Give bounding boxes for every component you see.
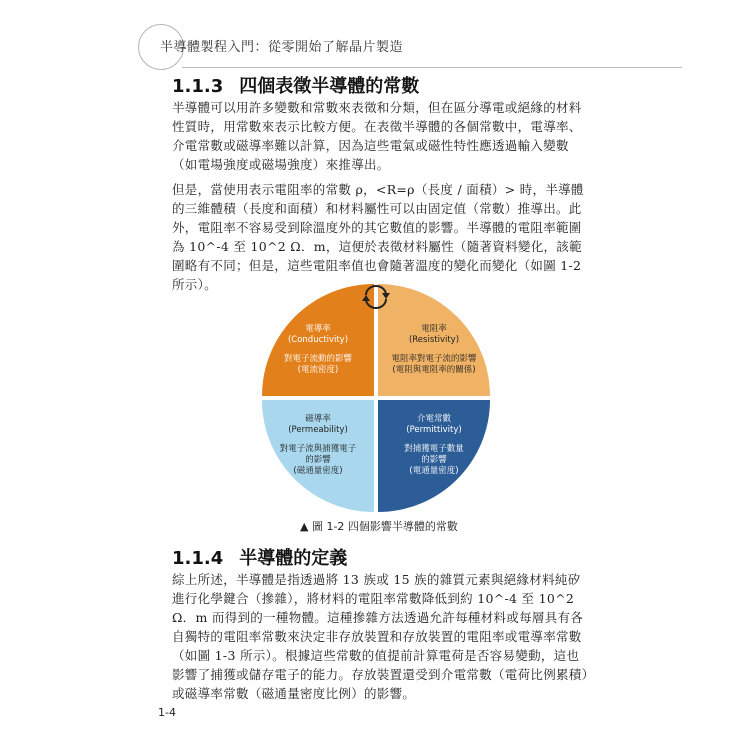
permeability-desc-2: 的影響 — [305, 455, 331, 465]
resistivity-desc: 電阻率對電子流的影響 — [391, 354, 477, 364]
conductivity-desc-note: (電流密度) — [297, 365, 339, 375]
section-heading-1-1-4 — [172, 544, 347, 570]
quadrant-resistivity — [378, 284, 490, 396]
permeability-desc: 對電子流與捕獲電子 — [279, 444, 357, 454]
conductivity-desc: 對電子流動的影響 — [283, 354, 352, 364]
four-constants-diagram — [262, 284, 490, 512]
resistivity-title: 電阻率 — [421, 324, 447, 334]
permittivity-desc: 對捕獲電子數量 — [404, 444, 464, 454]
permittivity-desc-note: (電通量密度) — [409, 466, 459, 476]
conductivity-subtitle: (Conductivity) — [287, 335, 349, 345]
quadrant-conductivity — [262, 284, 374, 396]
section-number: 1.1.4 — [172, 548, 224, 569]
figure-caption: ▲ 圖 1-2 四個影響半導體的常數 — [300, 520, 458, 533]
permeability-desc-note: (磁通量密度) — [293, 466, 343, 476]
paragraph-2: 但是，當使用表示電阻率的常數 ρ，<R=ρ（長度 / 面積）> 時，半導體的三維體積（長度和面積）和材料屬性可以由固定值（常數）推導出。此外，電阻率不容易受到除溫度外的其它數值的影響。半導體的電阻率範圍為 10^-4 至 10^2 Ω．m，這便於表徵材料屬性（隨著資料變化，該範圍略有不同；但是，這些電阻率值也會隨著溫度的變化而變化（如圖 1-2 所示）。 — [172, 182, 584, 292]
running-header-title: 半導體製程入門：從零開始了解晶片製造 — [160, 40, 404, 55]
permittivity-subtitle: (Permittivity) — [406, 425, 462, 435]
permeability-subtitle: (Permeability) — [288, 425, 348, 435]
quadrant-permittivity — [378, 400, 490, 512]
permeability-title: 磁導率 — [305, 414, 331, 424]
resistivity-subtitle: (Resistivity) — [408, 335, 460, 345]
cycle-arrows-icon — [360, 284, 392, 310]
permittivity-desc-2: 的影響 — [421, 455, 447, 465]
paragraph-3: 綜上所述，半導體是指透過將 13 族或 15 族的雜質元素與絕緣材料純矽進行化學鍵合（摻雜），將材料的電阻率常數降低到約 10^-4 至 10^2 Ω．m 而得到的一種物體。這種摻雜方法透過允許每種材料或每層具有各自獨特的電阻率常數來決定非存放裝置和存放裝置的電阻率或電導率常數（如圖 1-3 所示）。根據這些常數的值提前計算電荷是否容易變動，這也影響了捕獲或儲存電子的能力。存放裝置還受到介電常數（電荷比例累積）或磁導率常數（磁通量密度比例）的影響。 — [172, 572, 589, 701]
header-rule — [182, 67, 682, 68]
section-title: 四個表徵半導體的常數 — [239, 76, 420, 97]
permittivity-title: 介電常數 — [416, 414, 451, 424]
section-number: 1.1.3 — [172, 76, 224, 97]
conductivity-title: 電導率 — [305, 324, 331, 334]
quadrant-permeability — [262, 400, 374, 512]
resistivity-desc-note: (電阻與電阻率的關係) — [392, 365, 476, 375]
section-title: 半導體的定義 — [239, 548, 348, 569]
section-heading-1-1-3 — [172, 72, 419, 98]
page-number: 1-4 — [158, 706, 176, 719]
paragraph-1: 半導體可以用許多變數和常數來表徵和分類，但在區分導電或絕緣的材料性質時，用常數來表示比較方便。在表徵半導體的各個常數中，電導率、介電常數或磁導率難以計算，因為這些電氣或磁性特性應透過輸入變數（如電場強度或磁場強度）來推導出。 — [172, 100, 582, 172]
